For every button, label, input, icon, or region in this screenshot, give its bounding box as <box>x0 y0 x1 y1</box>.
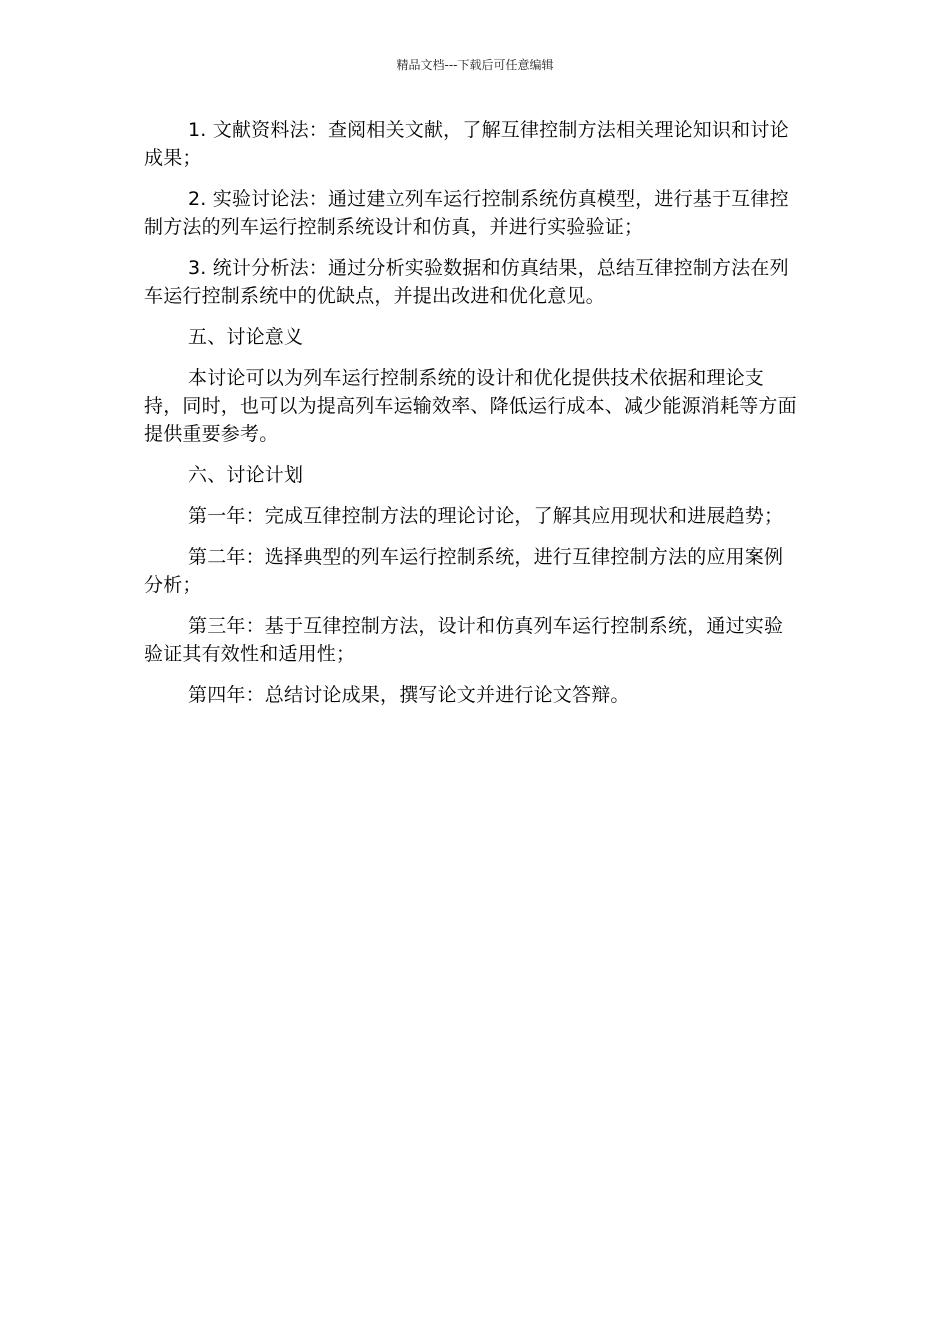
document-body <box>144 116 800 722</box>
method-literature-paragraph: 1. 文献资料法：查阅相关文献，了解互律控制方法相关理论知识和讨论成果； <box>144 119 789 169</box>
plan-year-1: 第一年：完成互律控制方法的理论讨论，了解其应用现状和进展趋势； <box>188 505 784 527</box>
section-heading-plan: 六、讨论计划 <box>188 464 304 486</box>
plan-year-3: 第三年：基于互律控制方法，设计和仿真列车运行控制系统，通过实验验证其有效性和适用性； <box>144 615 784 665</box>
section-heading-significance: 五、讨论意义 <box>188 326 304 348</box>
page-header: 精品文档---下载后可任意编辑 <box>396 58 554 72</box>
method-experiment-paragraph: 2. 实验讨论法：通过建立列车运行控制系统仿真模型，进行基于互律控制方法的列车运行控制系统设计和仿真，并进行实验验证； <box>144 188 789 238</box>
method-statistics-paragraph: 3. 统计分析法：通过分析实验数据和仿真结果，总结互律控制方法在列车运行控制系统中的优缺点，并提出改进和优化意见。 <box>144 257 789 307</box>
significance-paragraph: 本讨论可以为列车运行控制系统的设计和优化提供技术依据和理论支持，同时，也可以为提高列车运输效率、降低运行成本、减少能源消耗等方面提供重要参考。 <box>144 367 797 445</box>
plan-year-2: 第二年：选择典型的列车运行控制系统，进行互律控制方法的应用案例分析； <box>144 546 784 596</box>
plan-year-4: 第四年：总结讨论成果，撰写论文并进行论文答辩。 <box>188 684 630 706</box>
